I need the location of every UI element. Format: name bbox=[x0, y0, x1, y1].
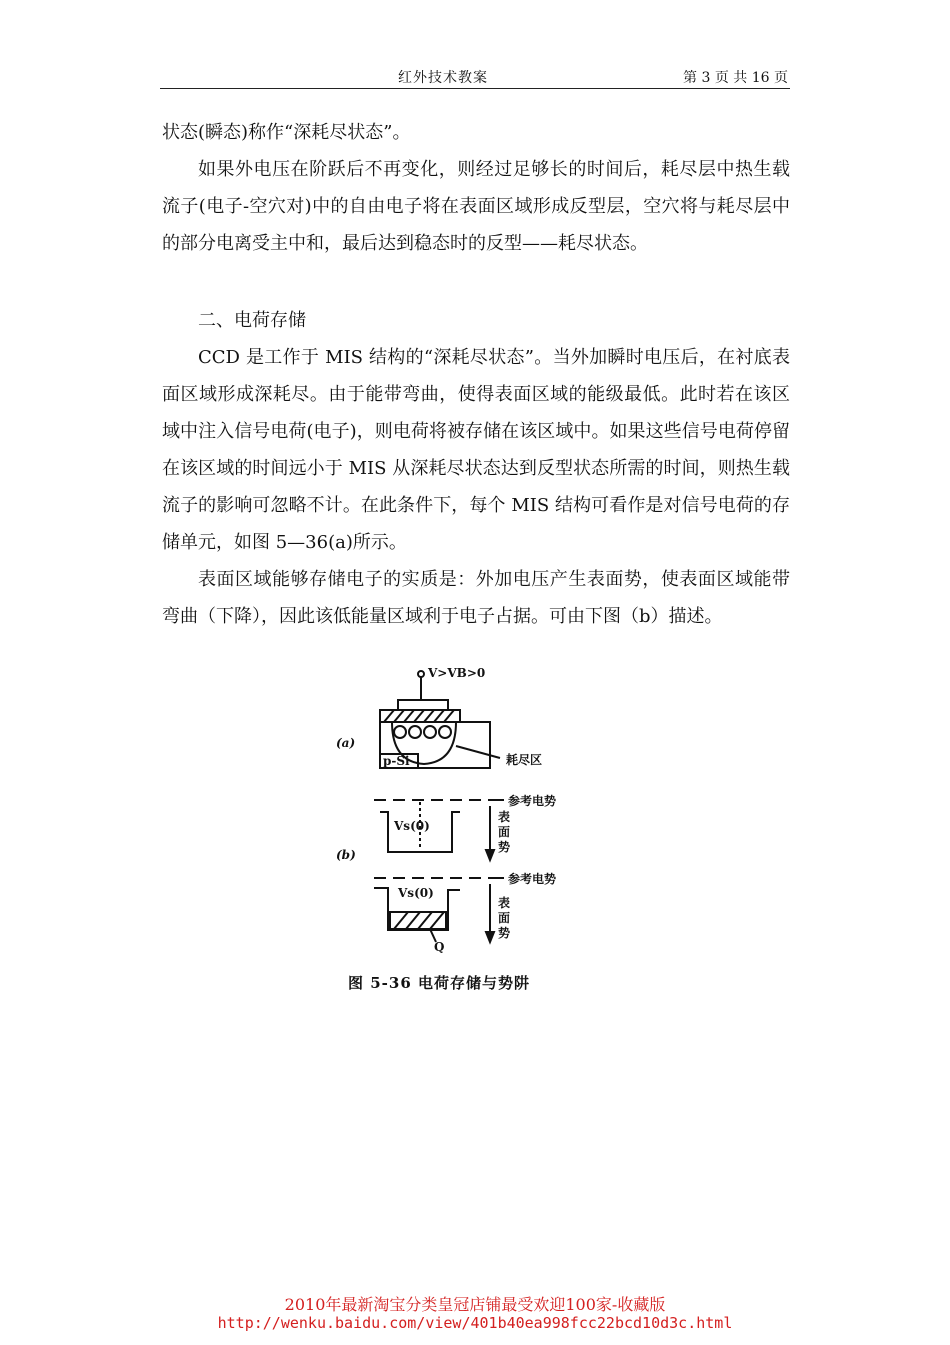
surface-arrowhead-1 bbox=[486, 850, 494, 860]
reference-potential-label-1: 参考电势 bbox=[508, 794, 557, 808]
voltage-label: V>VB>0 bbox=[428, 666, 486, 680]
surface-potential-label-1: 表面势 bbox=[498, 810, 511, 854]
vs-label-1: Vs(0) bbox=[394, 819, 430, 833]
text-block-1 bbox=[162, 114, 790, 262]
subfigure-label-a: (a) bbox=[336, 736, 356, 750]
page-header bbox=[160, 64, 790, 89]
electron-3 bbox=[424, 726, 436, 738]
gate-electrode bbox=[398, 700, 448, 710]
electron-1 bbox=[394, 726, 406, 738]
surface-arrowhead-2 bbox=[486, 932, 494, 942]
section-title: 二、电荷存储 bbox=[198, 310, 306, 331]
subfigure-label-b: (b) bbox=[336, 848, 356, 862]
figure-diagram bbox=[328, 650, 608, 970]
figure-caption: 图 5-36 电荷存储与势阱 bbox=[348, 974, 530, 992]
surface-potential-label-2: 表面势 bbox=[498, 896, 511, 940]
footer-promo-text: 2010年最新淘宝分类皇冠店铺最受欢迎100家-收藏版 bbox=[284, 1295, 666, 1314]
paragraph-surface-potential: 表面区域能够存储电子的实质是：外加电压产生表面势，使表面区域能带弯曲（下降），因此该低能量区域利于电子占据。可由下图（b）描述。 bbox=[162, 569, 790, 627]
electron-4 bbox=[439, 726, 451, 738]
substrate-label: p-Si bbox=[383, 754, 410, 768]
terminal-dot bbox=[418, 671, 424, 677]
depletion-pointer bbox=[456, 746, 500, 758]
header-title: 红外技术教案 bbox=[398, 70, 488, 86]
figure-charge-storage bbox=[328, 650, 608, 995]
depletion-label: 耗尽区 bbox=[506, 753, 543, 767]
paragraph-steady-state: 如果外电压在阶跃后不再变化，则经过足够长的时间后，耗尽层中热生载流子(电子-空穴对)中的自由电子将在表面区域形成反型层，空穴将与耗尽层中的部分电离受主中和，最后达到稳态时的反型——耗尽状态。 bbox=[162, 159, 790, 254]
paragraph-ccd: CCD 是工作于 MIS 结构的“深耗尽状态”。当外加瞬时电压后，在衬底表面区域形成深耗尽。由于能带弯曲，使得表面区域的能级最低。此时若在该区域中注入信号电荷(电子)，则电荷将被存储在该区域中。如果这些信号电荷停留在该区域的时间远小于 MIS 从深耗尽状态达到反型状态所需的时间，则热生载流子的影响可忽略不计。在此条件下，每个 MIS 结构可看作是对信号电荷的存储单元，如图 5—36(a)所示。 bbox=[162, 347, 790, 553]
vs-label-2: Vs(0) bbox=[398, 886, 434, 900]
paragraph-continuation: 状态(瞬态)称作“深耗尽状态”。 bbox=[162, 122, 411, 143]
oxide-hatching bbox=[384, 710, 454, 722]
electron-2 bbox=[409, 726, 421, 738]
reference-potential-label-2: 参考电势 bbox=[508, 872, 557, 886]
footer-link[interactable]: http://wenku.baidu.com/view/401b40ea998fcc22bcd10d3c.html bbox=[217, 1314, 733, 1332]
charge-label: Q bbox=[434, 940, 445, 954]
page-number: 第 3 页 共 16 页 bbox=[683, 70, 788, 86]
text-block-2 bbox=[162, 302, 790, 635]
